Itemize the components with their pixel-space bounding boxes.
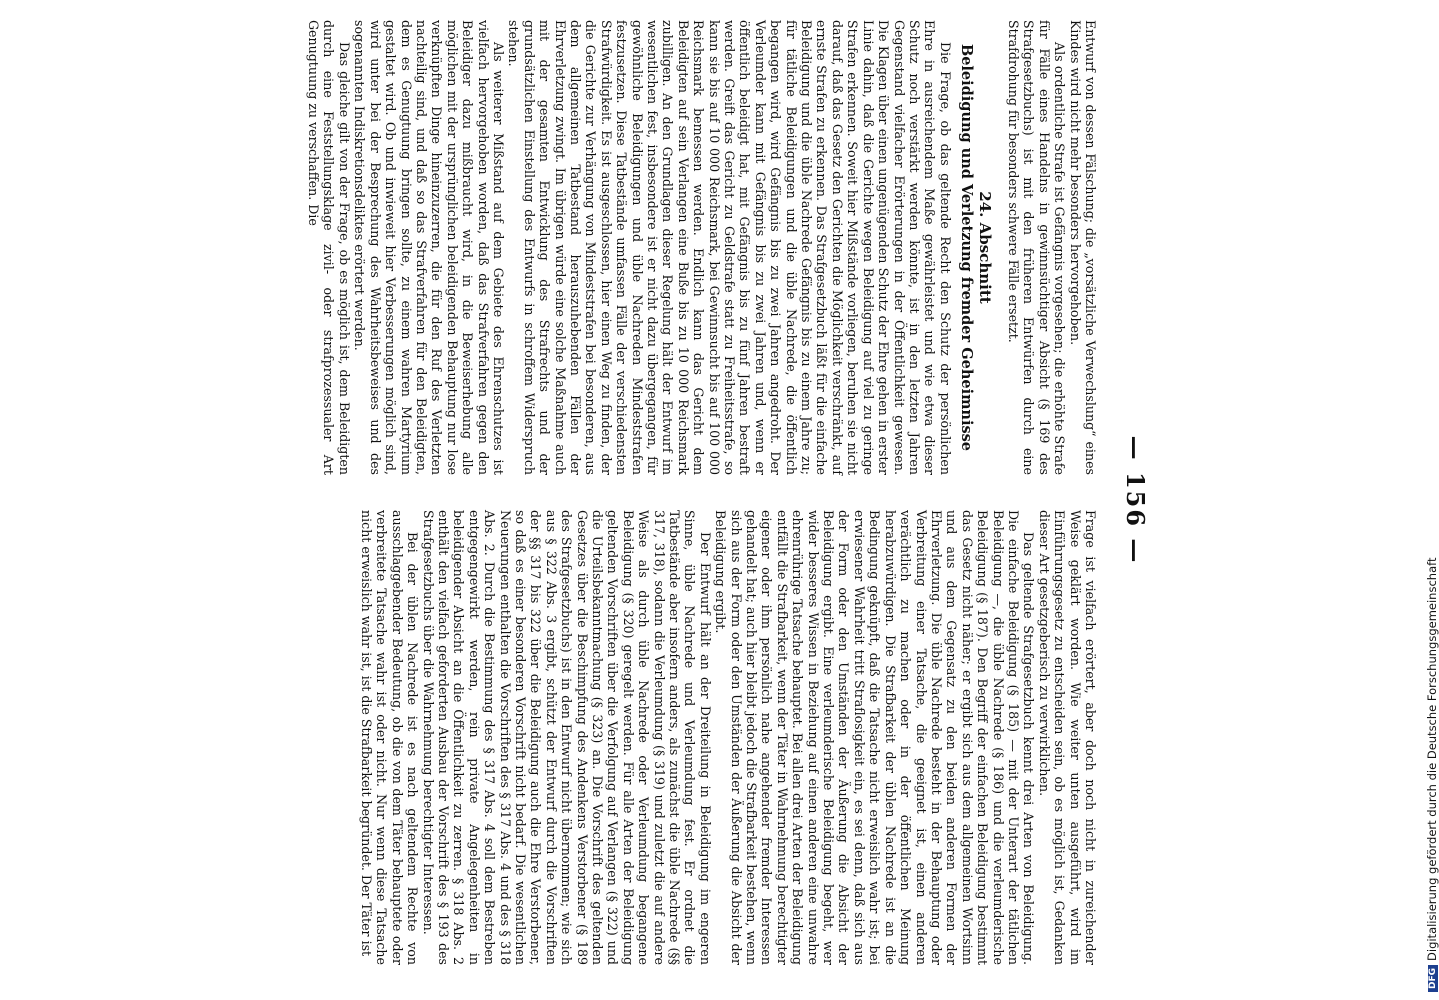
section-title: Beleidigung und Verletzung fremder Geheimnisse bbox=[958, 43, 976, 452]
credit-text: Digitalisierung gefördert durch die Deutsche Forschungsgemeinschaft bbox=[1425, 557, 1439, 961]
paragraph: Das gleiche gilt von der Frage, ob es möglich ist, dem Beleidigten durch eine Feststellungsklage zivil- oder strafprozessualer Art Genugtuung zu verschaffen. Die bbox=[306, 20, 352, 475]
right-column bbox=[359, 510, 1099, 965]
paragraph: Als weiterer Mißstand auf dem Gebiete des Ehrenschutzes ist vielfach hervorgehoben worden, daß das Strafverfahren gegen den Beleidiger dazu mißbraucht wird, in die Beweiserhebung alle möglichen mit der ursprünglichen beleidigenden Behauptung nur lose verknüpften Dinge hineinzuzerren, die für den Ruf des Verletzten nachteilig sind, und daß so das Strafverfahren für den Beleidigten, dem es Genugtuung bringen sollte, zu einem wahren Martyrium gestaltet wird. Ob und inwieweit hier Verbesserungen möglich sind, wird unter bei der Besprechung des Wahrheitsbeweises und des sogenannten Indiskretionsdeliktes erörtert werden. bbox=[352, 20, 506, 475]
digitization-credit bbox=[1407, 0, 1439, 1000]
paragraph: Der Entwurf hält an der Dreiteilung in Beleidigung im engeren Sinne, üble Nachrede und Verleumdung fest. Er ordnet die Tatbestände aber insofern anders, als zunächst die üble Nachrede (§§ 317, 318), sodann die Verleumdung (§ 319) und zuletzt die auf andere Weise als durch üble Nachrede oder Verleumdung begangene Beleidigung (§ 320) geregelt werden. Für alle Arten der Beleidigung geltenden Vorschriften über die Verfolgung auf Verlangen (§ 322) und die Urteilsbekanntmachung (§ 323) an. Die Vorschrift des geltenden Gesetzes über die Beschimpfung des Andenkens Verstorbener (§ 189 des Strafgesetzbuchs) ist in den Entwurf nicht übernommen; wie sich aus § 322 Abs. 3 ergibt, schützt der Entwurf durch die Vorschriften der §§ 317 bis 322 über die Beleidigung auch die Ehre Verstorbener, so daß es einer besonderen Vorschrift nicht bedarf. Die wesentlichen Neuerungen enthalten die Vorschriften des § 317 Abs. 4 und des § 318 Abs. 2. Durch die Bestimmung des § 317 Abs. 4 soll dem Bestreben entgegengewirkt werden, rein private Angelegenheiten in beleidigender Absicht an die Öffentlichkeit zu zerren. § 318 Abs. 2 enthält den vielfach geforderten Ausbau der Vorschrift des § 193 des Strafgesetzbuchs über die Wahrnehmung berechtigter Interessen. bbox=[420, 510, 713, 965]
paragraph: Die Frage, ob das geltende Recht den Schutz der persönlichen Ehre in ausreichendem Maße gewährleistet und wie etwa dieser Schutz noch verstärkt werden könnte, ist in den letzten Jahren Gegenstand vielfacher Erörterungen in der Öffentlichkeit gewesen. Die Klagen über einen ungenügenden Schutz der Ehre gehen in erster Linie dahin, daß die Gerichte wegen Beleidigung auf viel zu geringe Strafen erkennen. Soweit hier Mißstände vorliegen, beruhen sie nicht darauf, daß das Gesetz den Gerichten die Möglichkeit verschränkt, auf ernste Strafen zu erkennen. Das Strafgesetzbuch läßt für die einfache Beleidigung und die üble Nachrede Gefängnis bis zu einem Jahre zu; für tätliche Beleidigungen und die üble Nachrede, die öffentlich begangen wird, wird Gefängnis bis zu zwei Jahren angedroht. Der Verleumder kann mit Gefängnis bis zu zwei Jahren und, wenn er öffentlich beleidigt hat, mit Gefängnis bis zu fünf Jahren bestraft werden. Greift das Gericht zu Geldstrafe statt zu Freiheitsstrafe, so kann sie bis auf 10 000 Reichsmark, bei Gewinnsucht bis auf 100 000 Reichsmark bemessen werden. Endlich kann das Gericht dem Beleidigten auf sein Verlangen eine Buße bis zu 10 000 Reichsmark zubilligen. An den Grundlagen dieser Regelung hält der Entwurf im wesentlichen fest, insbesondere ist er nicht dazu übergegangen, für gewöhnliche Beleidigungen und üble Nachreden Mindeststrafen festzusetzen. Diese Tatbestände umfassen Fälle der verschiedensten Strafwürdigkeit. Es ist ausgeschlossen, hier einen Weg zu finden, der die Gerichte zur Verhängung von Mindeststrafen bei besonderen, aus dem allgemeinen Tatbestand herauszuhebenden Fällen der Ehrverletzung zwingt. Im übrigen würde eine solche Maßnahme auch mit der gesamten Entwicklung des Strafrechts und der grundsätzlichen Einstellung des Entwurfs in schroffem Widerspruch stehen. bbox=[506, 20, 953, 475]
page-body bbox=[110, 20, 1150, 980]
page-number: — 156 — bbox=[1121, 435, 1150, 565]
paragraph: Bei der üblen Nachrede ist es nach geltendem Rechte von ausschlaggebender Bedeutung, ob die von dem Täter behauptete oder verbreitete Tatsache wahr ist oder nicht. Nur wenn diese Tatsache nicht erweislich wahr ist, ist die Strafbarkeit begründet. Der Täter ist bbox=[358, 510, 421, 965]
section-number: 24. Abschnitt bbox=[975, 191, 994, 304]
paragraph: Entwurf von dessen Fälschung; die „vorsätzliche Verwechslung“ eines Kindes wird nicht mehr besonders hervorgehoben. bbox=[1067, 20, 1098, 475]
rotated-page-content bbox=[50, 20, 1150, 980]
paragraph: Das geltende Strafgesetzbuch kennt drei Arten von Beleidigung. Die einfache Beleidigung (§ 185) — mit der Unterart der tätlichen Beleidigung —, die üble Nachrede (§ 186) und die verleumderische Beleidigung (§ 187). Den Begriff der einfachen Beleidigung bestimmt das Gesetz nicht näher; er ergibt sich aus dem allgemeinen Wortsinn und aus dem Gegensatz zu den beiden anderen Formen der Ehrverletzung. Die üble Nachrede besteht in der Behauptung oder Verbreitung einer Tatsache, die geeignet ist, einen anderen verächtlich zu machen oder in der öffentlichen Meinung herabzuwürdigen. Die Strafbarkeit der üblen Nachrede ist an die Bedingung geknüpft, daß die Tatsache nicht erweislich wahr ist; bei erwiesener Wahrheit tritt Straflosigkeit ein, es sei denn, daß sich aus der Form oder den Umständen der Äußerung die Absicht der Beleidigung ergibt. Eine verleumderische Beleidigung begeht, wer wider besseres Wissen in Beziehung auf einen anderen eine unwahre ehrenrührige Tatsache behauptet. Bei allen drei Arten der Beleidigung entfällt die Strafbarkeit, wenn der Täter in Wahrnehmung berechtigter eigener oder ihm persönlich nahe angehender fremder Interessen gehandelt hat; auch hier bleibt jedoch die Strafbarkeit bestehen, wenn sich aus der Form oder den Umständen der Äußerung die Absicht der Beleidigung ergibt. bbox=[713, 510, 1037, 965]
paragraph: Als ordentliche Strafe ist Gefängnis vorgesehen; die erhöhte Strafe für Fälle eines Handelns in gewinnsüchtiger Absicht (§ 169 des Strafgesetzbuchs) ist mit den früheren Entwürfen durch eine Strafdrohung für besonders schwere Fälle ersetzt. bbox=[1005, 20, 1068, 475]
left-column bbox=[306, 20, 1098, 475]
dfg-logo: DFG bbox=[1428, 965, 1438, 992]
paragraph: Frage ist vielfach erörtert, aber doch noch nicht in zureichender Weise geklärt worden. Wie weiter unten ausgeführt, wird im Einführungsgesetz zu entscheiden sein, ob es möglich ist, Gedanken dieser Art gesetzgeberisch zu verwirklichen. bbox=[1036, 510, 1098, 965]
